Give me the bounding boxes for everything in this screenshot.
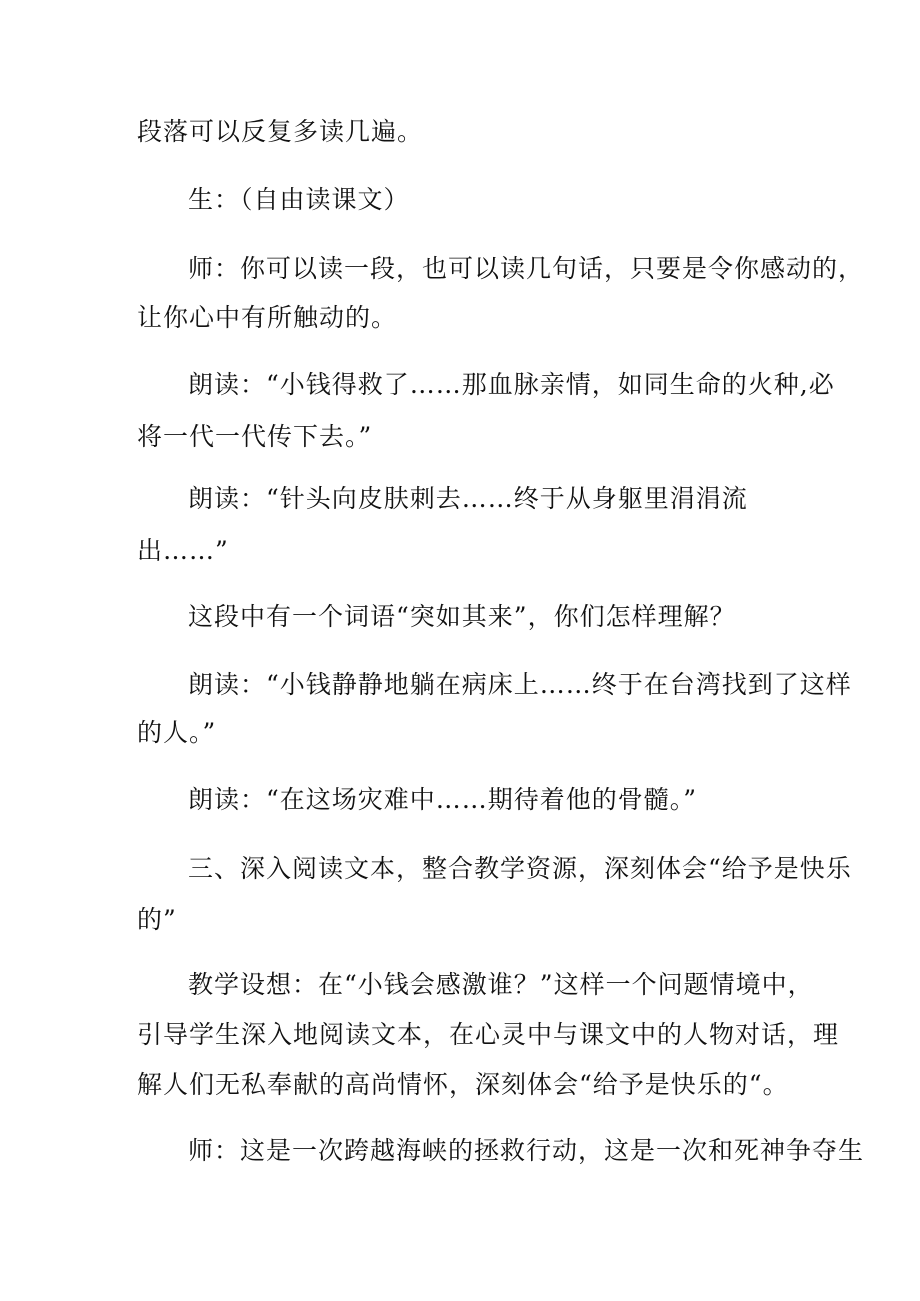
text-line: 这段中有一个词语“突如其来”，你们怎样理解？ [188,602,736,631]
text-line: 朗读：“针头向皮肤刺去……终于从身躯里涓涓流 [188,484,748,513]
text-line: 引导学生深入地阅读文本，在心灵中与课文中的人物对话，理 [137,1020,840,1049]
text-line: 的人。” [137,718,217,747]
text-line: 段落可以反复多读几遍。 [137,117,424,146]
text-line: 生：（自由读课文） [188,185,410,214]
text-line: 的” [137,905,177,934]
text-line: 朗读：“在这场灾难中……期待着他的骨髓。” [188,785,698,814]
text-line: 朗读：“小钱静静地躺在病床上……终于在台湾找到了这样 [188,670,852,699]
text-line: 三、深入阅读文本，整合教学资源，深刻体会“给予是快乐 [188,854,852,883]
text-line: 让你心中有所触动的。 [137,303,398,332]
text-line: 师：这是一次跨越海峡的拯救行动，这是一次和死神争夺生 [188,1136,865,1165]
text-line: 出……” [137,536,229,565]
text-line: 朗读：“小钱得救了……那血脉亲情，如同生命的火种,必 [188,370,835,399]
text-line: 将一代一代传下去。” [137,422,373,451]
text-line: 教学设想：在“小钱会感激谁？”这样一个问题情境中， [188,970,814,999]
text-line: 师：你可以读一段，也可以读几句话，只要是令你感动的， [188,254,865,283]
text-line: 解人们无私奉献的高尚情怀，深刻体会“给予是快乐的“。 [137,1070,789,1099]
